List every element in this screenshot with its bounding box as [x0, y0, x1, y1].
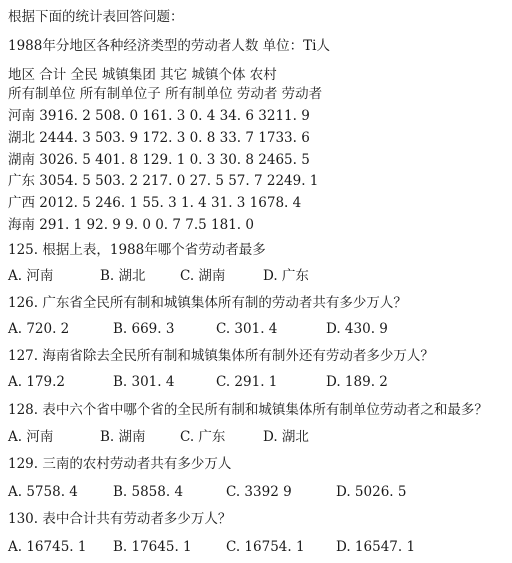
option-d[interactable]: D. 430. 9 — [326, 321, 388, 337]
option-b[interactable]: B. 5858. 4 — [113, 484, 184, 500]
table-title: 1988年分地区各种经济类型的劳动者人数 单位：Ti人 — [8, 38, 330, 54]
option-d[interactable]: D. 广东 — [263, 268, 309, 284]
instruction-text: 根据下面的统计表回答问题： — [8, 9, 184, 25]
option-a[interactable]: A. 179.2 — [8, 374, 65, 390]
option-c[interactable]: C. 3392 9 — [226, 484, 292, 500]
option-d[interactable]: D. 16547. 1 — [336, 539, 416, 555]
table-row-guangxi: 广西 2012. 5 246. 1 55. 3 1. 4 31. 3 1678. 4 — [8, 195, 302, 211]
option-a[interactable]: A. 河南 — [8, 268, 54, 284]
table-row-hunan: 湖南 3026. 5 401. 8 129. 1 0. 3 30. 8 2465. 5 — [8, 152, 310, 168]
option-b[interactable]: B. 17645. 1 — [113, 539, 192, 555]
option-b[interactable]: B. 湖北 — [100, 268, 146, 284]
table-row-hainan: 海南 291. 1 92. 9 9. 0 0. 7 7.5 181. 0 — [8, 217, 254, 233]
question-128-stem: 128. 表中六个省中哪个省的全民所有制和城镇集体所有制单位劳动者之和最多？ — [8, 402, 488, 418]
question-129-stem: 129. 三南的农村劳动者共有多少万人 — [8, 456, 232, 472]
table-row-henan: 河南 3916. 2 508. 0 161. 3 0. 4 34. 6 3211. 9 — [8, 108, 310, 124]
option-c[interactable]: C. 301. 4 — [216, 321, 278, 337]
option-b[interactable]: B. 湖南 — [100, 429, 146, 445]
table-header-line-2: 所有制单位 所有制单位子 所有制单位 劳动者 劳动者 — [8, 86, 323, 102]
question-127-stem: 127. 海南省除去全民所有制和城镇集体所有制外还有劳动者多少万人？ — [8, 348, 434, 364]
option-b[interactable]: B. 669. 3 — [113, 321, 175, 337]
question-125-stem: 125. 根据上表，1988年哪个省劳动者最多 — [8, 242, 266, 258]
option-c[interactable]: C. 广东 — [180, 429, 226, 445]
option-d[interactable]: D. 湖北 — [263, 429, 309, 445]
table-header-line-1: 地区 合计 全民 城镇集团 其它 城镇个体 农村 — [8, 67, 277, 83]
table-row-guangdong: 广东 3054. 5 503. 2 217. 0 27. 5 57. 7 2249. 1 — [8, 173, 319, 189]
option-a[interactable]: A. 16745. 1 — [8, 539, 87, 555]
question-130-stem: 130. 表中合计共有劳动者多少万人？ — [8, 511, 232, 527]
option-a[interactable]: A. 5758. 4 — [8, 484, 78, 500]
option-a[interactable]: A. 河南 — [8, 429, 54, 445]
option-a[interactable]: A. 720. 2 — [8, 321, 70, 337]
option-b[interactable]: B. 301. 4 — [113, 374, 175, 390]
option-c[interactable]: C. 291. 1 — [216, 374, 278, 390]
option-c[interactable]: C. 16754. 1 — [226, 539, 305, 555]
option-d[interactable]: D. 189. 2 — [326, 374, 388, 390]
table-row-hubei: 湖北 2444. 3 503. 9 172. 3 0. 8 33. 7 1733. 6 — [8, 130, 310, 146]
option-d[interactable]: D. 5026. 5 — [336, 484, 407, 500]
question-126-stem: 126. 广东省全民所有制和城镇集体所有制的劳动者共有多少万人？ — [8, 295, 407, 311]
option-c[interactable]: C. 湖南 — [180, 268, 226, 284]
